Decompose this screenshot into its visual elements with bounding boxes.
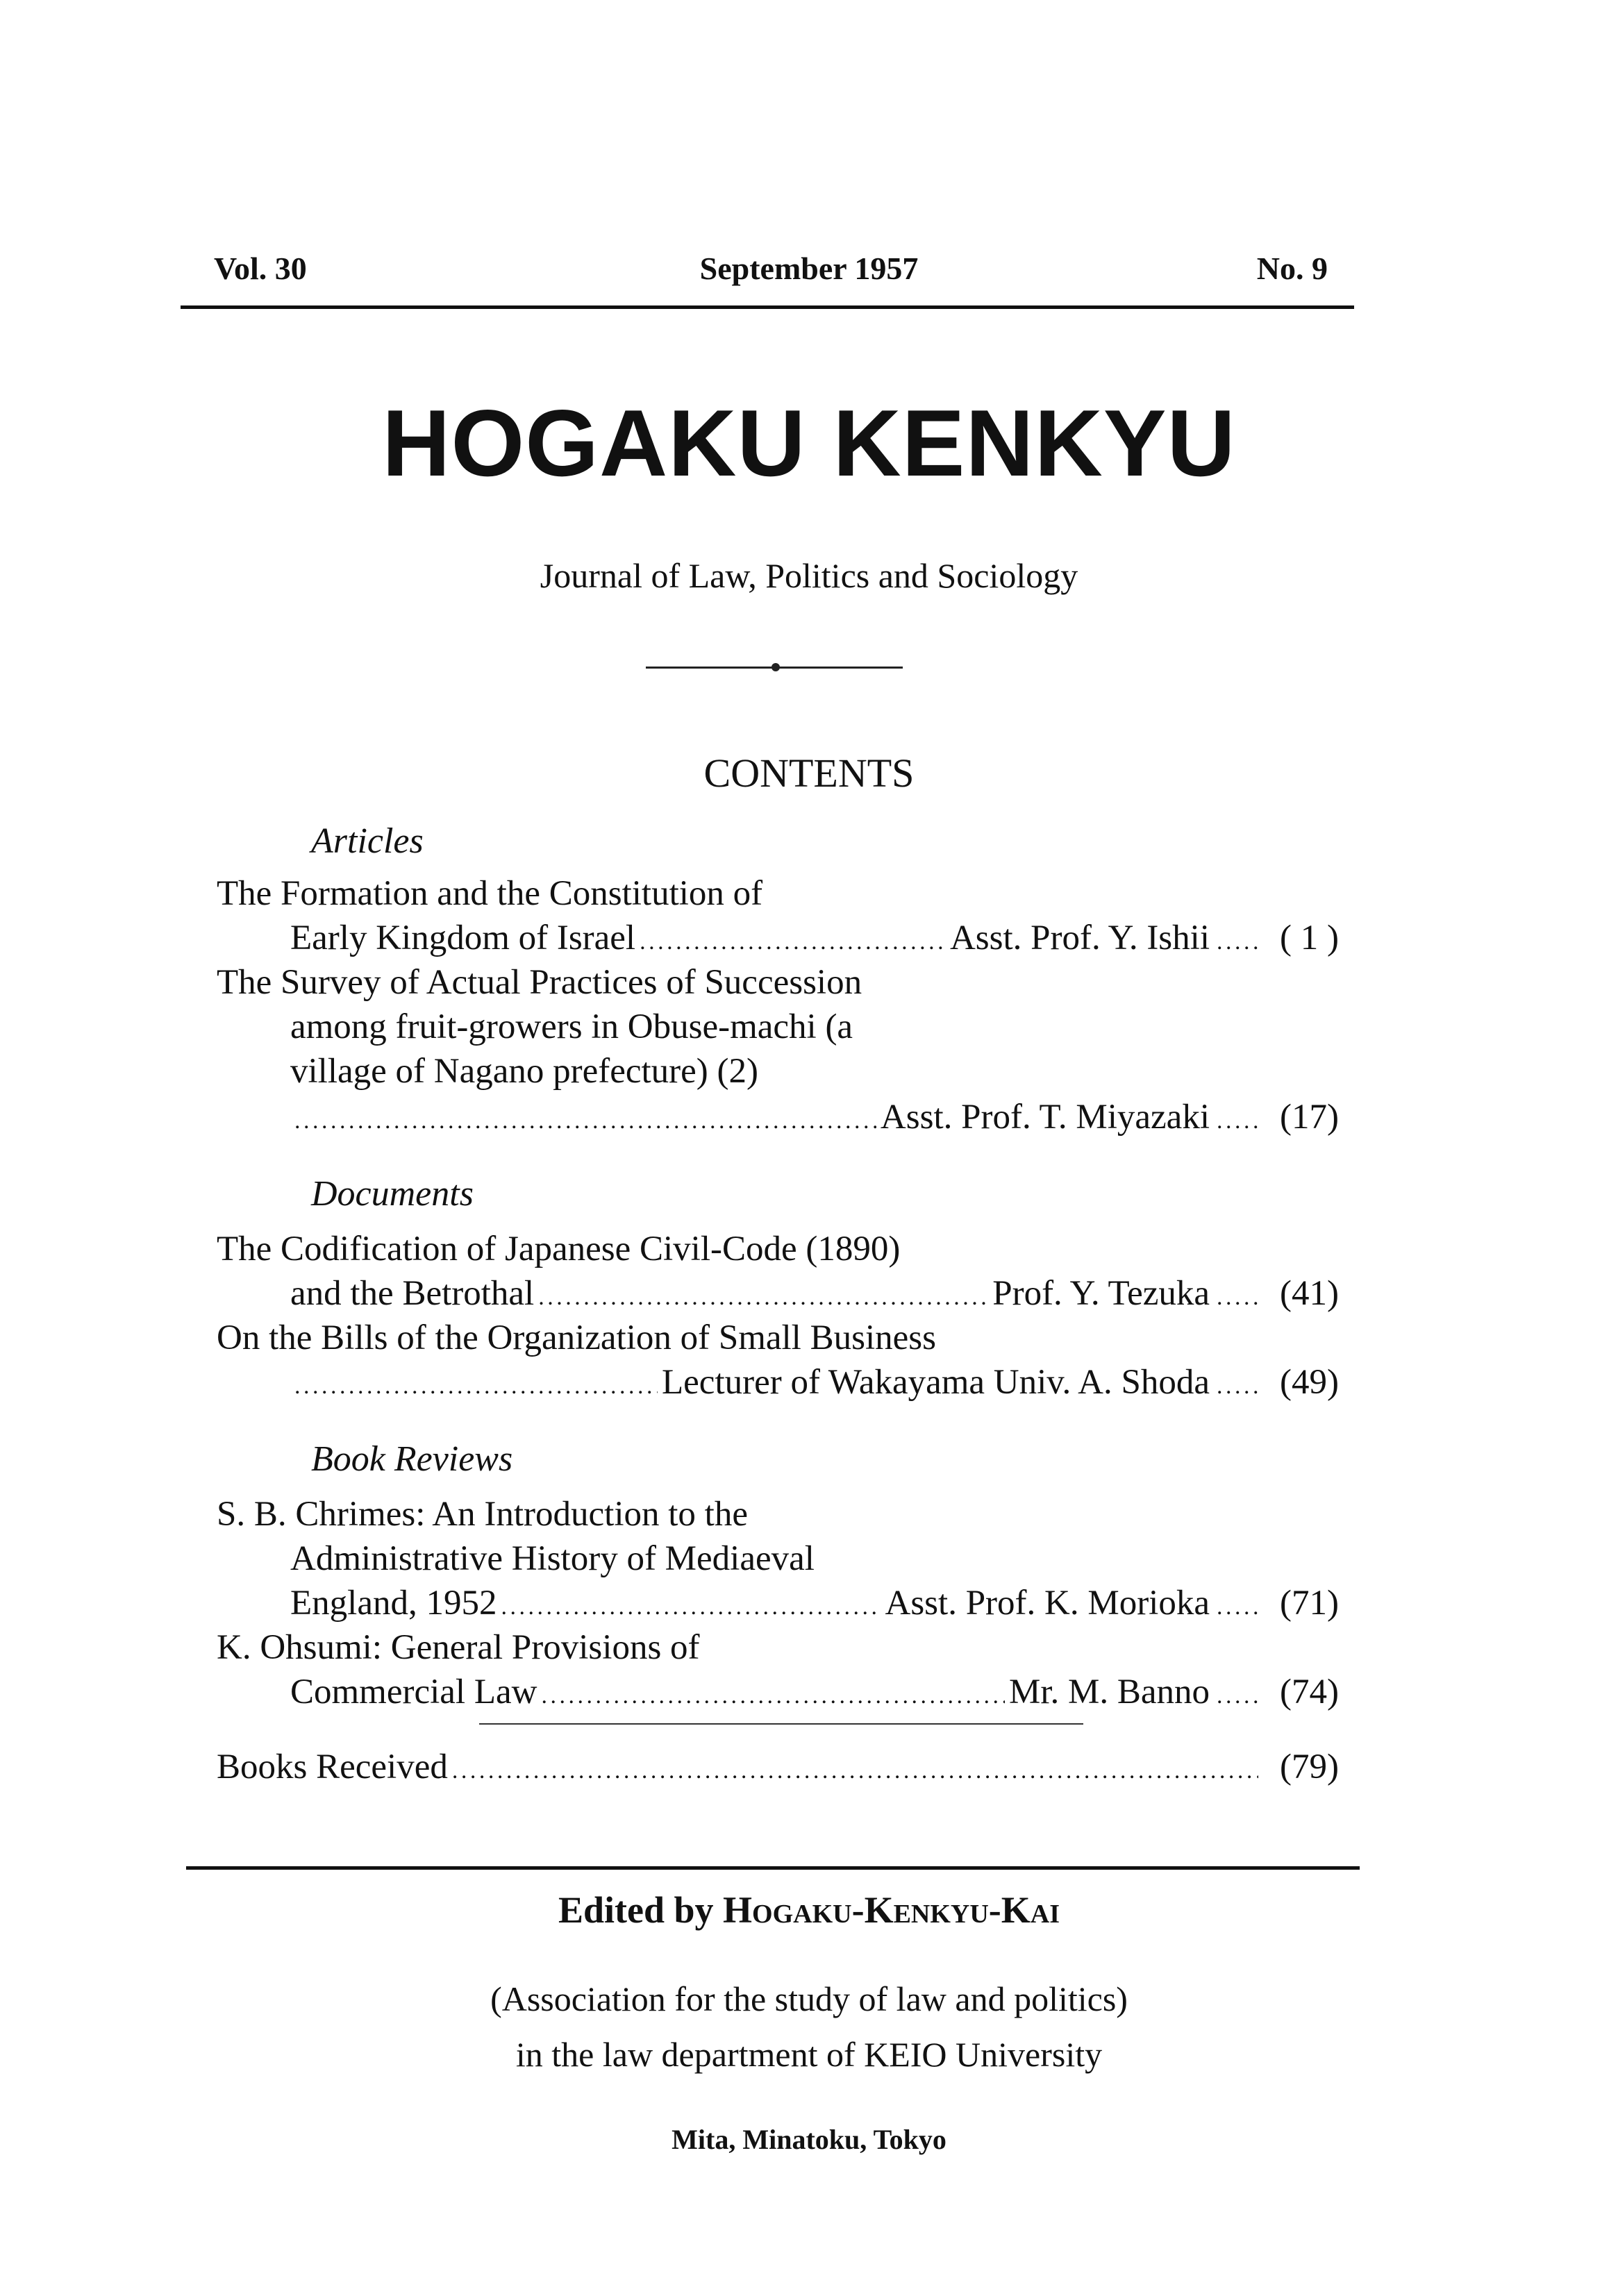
dot-leader: [538, 1273, 988, 1314]
toc-entry-page: (79): [1280, 1748, 1339, 1786]
toc-entry-author: Asst. Prof. Y. Ishii: [949, 919, 1210, 957]
toc-line: village of Nagano prefecture) (2): [290, 1052, 758, 1091]
toc-line: Administrative History of Mediaeval: [290, 1539, 815, 1578]
dot-leader: [1217, 1583, 1258, 1623]
toc-line: S. B. Chrimes: An Introduction to the: [217, 1495, 748, 1534]
toc-line: among fruit-growers in Obuse-machi (a: [290, 1007, 853, 1046]
toc-entry-tezuka[interactable]: [290, 1273, 1339, 1314]
edited-by-label: Edited by: [558, 1889, 714, 1931]
section-heading-documents: Documents: [311, 1174, 474, 1214]
publisher-address: Mita, Minatoku, Tokyo: [672, 2124, 946, 2155]
editor-name: Hogaku-Kenkyu-Kai: [723, 1889, 1060, 1931]
ornament-dot: [772, 663, 780, 671]
contents-heading: CONTENTS: [703, 751, 915, 796]
section-heading-book-reviews: Book Reviews: [311, 1439, 513, 1479]
toc-entry-title: Early Kingdom of Israel: [290, 919, 636, 957]
toc-entry-author: Asst. Prof. K. Morioka: [885, 1584, 1210, 1623]
dot-leader: [1217, 1273, 1258, 1314]
toc-entry-page: (41): [1280, 1274, 1339, 1313]
dot-leader: [1217, 918, 1258, 958]
dot-leader: [294, 1097, 876, 1137]
dot-leader: [1217, 1672, 1258, 1712]
toc-entry-title: Books Received: [217, 1748, 448, 1786]
issue-date: September 1957: [699, 251, 919, 286]
toc-entry-page: ( 1 ): [1280, 919, 1339, 957]
toc-entry-miyazaki[interactable]: [290, 1097, 1339, 1137]
toc-entry-page: (71): [1280, 1584, 1339, 1623]
volume-number: Vol. 30: [214, 251, 307, 286]
dot-leader: [501, 1583, 881, 1623]
header-rule: [181, 305, 1354, 309]
toc-line: On the Bills of the Organization of Small Business: [217, 1318, 936, 1357]
dot-leader: [541, 1672, 1005, 1712]
toc-entry-morioka[interactable]: [290, 1583, 1339, 1623]
dot-leader: [1217, 1362, 1258, 1402]
section-heading-articles: Articles: [311, 821, 424, 861]
footer-rule: [186, 1866, 1360, 1870]
toc-entry-banno[interactable]: [290, 1672, 1339, 1712]
toc-line: The Codification of Japanese Civil-Code (1890): [217, 1230, 901, 1268]
toc-entry-author: Lecturer of Wakayama Univ. A. Shoda: [662, 1363, 1210, 1402]
toc-line: The Survey of Actual Practices of Succession: [217, 963, 862, 1002]
toc-entry-title: and the Betrothal: [290, 1274, 535, 1313]
toc-entry-author: Asst. Prof. T. Miyazaki: [880, 1098, 1210, 1137]
toc-entry-page: (74): [1280, 1673, 1339, 1711]
edited-by-line: [0, 1888, 1618, 1932]
journal-title: HOGAKU KENKYU: [382, 390, 1236, 496]
association-line: (Association for the study of law and politics): [490, 1979, 1128, 2018]
toc-entry-title: England, 1952: [290, 1584, 497, 1623]
toc-entry-books-received[interactable]: [217, 1747, 1339, 1787]
toc-entry-page: (17): [1280, 1098, 1339, 1137]
toc-entry-page: (49): [1280, 1363, 1339, 1402]
dot-leader: [294, 1362, 658, 1402]
dot-leader: [1217, 1097, 1258, 1137]
section-rule: [479, 1723, 1083, 1725]
toc-entry-ishii[interactable]: [290, 918, 1339, 958]
dot-leader: [640, 918, 946, 958]
toc-line: K. Ohsumi: General Provisions of: [217, 1628, 700, 1667]
issue-number: No. 9: [1256, 251, 1328, 286]
toc-line: The Formation and the Constitution of: [217, 874, 763, 913]
toc-entry-shoda[interactable]: [290, 1362, 1339, 1402]
dot-leader: [452, 1747, 1258, 1787]
journal-subtitle: Journal of Law, Politics and Sociology: [540, 556, 1078, 595]
toc-entry-author: Mr. M. Banno: [1008, 1673, 1210, 1711]
department-line: in the law department of KEIO University: [515, 2035, 1103, 2074]
toc-entry-title: Commercial Law: [290, 1673, 537, 1711]
toc-entry-author: Prof. Y. Tezuka: [992, 1274, 1210, 1313]
